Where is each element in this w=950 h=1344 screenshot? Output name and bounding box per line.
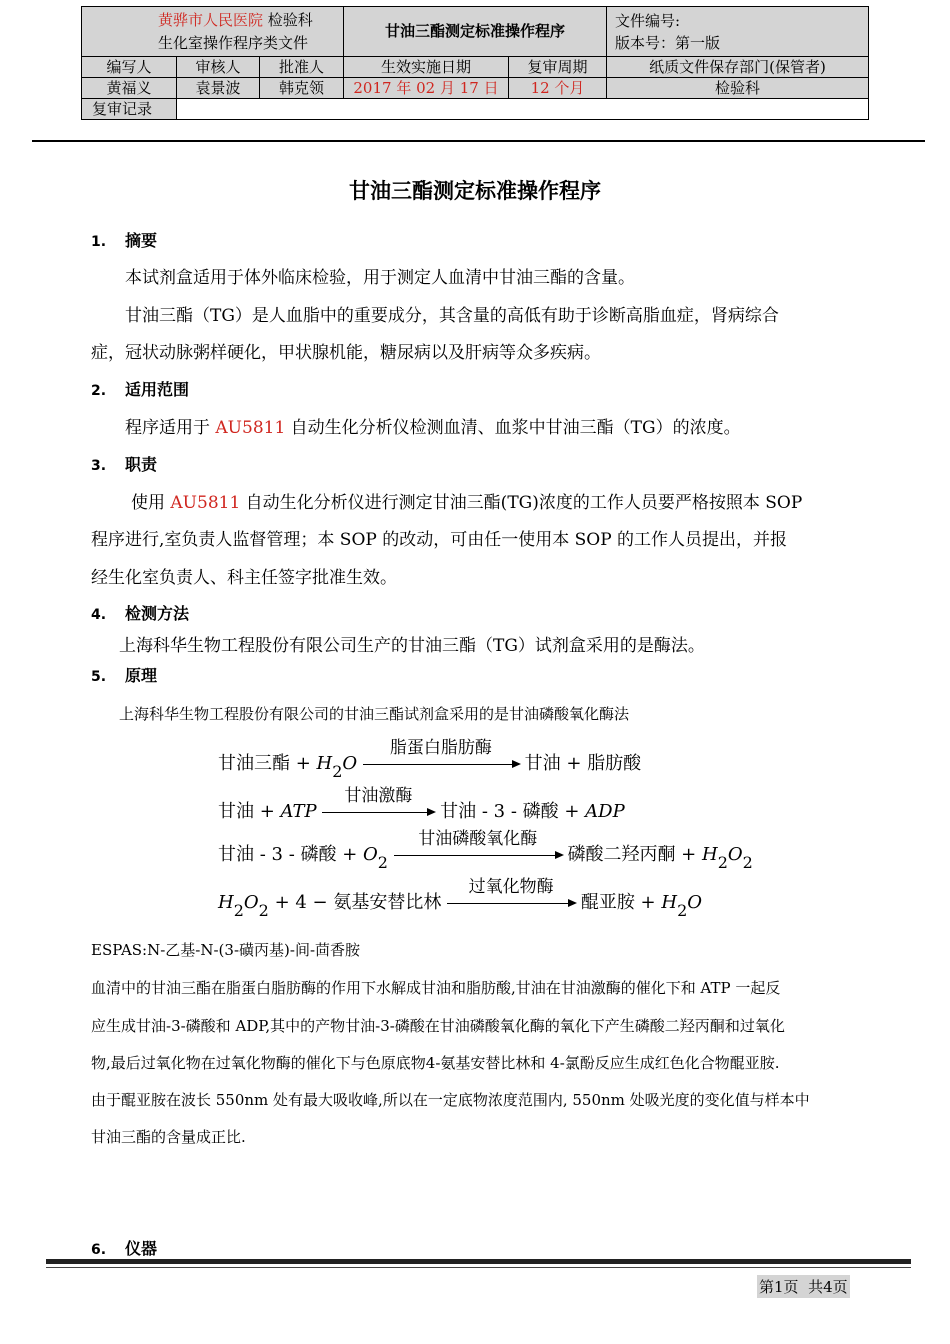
enzyme-label: 过氧化物酶 — [468, 877, 554, 897]
analyzer-model: AU5811 — [170, 493, 241, 513]
col-reviewer: 审核人 — [177, 57, 260, 78]
val-author: 黄福义 — [82, 78, 177, 99]
org-cell — [82, 7, 344, 57]
s2-line-1: 程序适用于 AU5811 自动生化分析仪检测血清、血浆中甘油三酯（TG）的浓度。 — [125, 418, 741, 438]
review-record-value — [177, 99, 869, 120]
col-storage-dept: 纸质文件保存部门(保管者) — [607, 57, 869, 78]
s4-line-1: 上海科华生物工程股份有限公司生产的甘油三酯（TG）试剂盒采用的是酶法。 — [119, 636, 705, 656]
page-number: 第1页 — [759, 1278, 799, 1296]
espas-definition: ESPAS:N-乙基-N-(3-磺丙基)-间-茴香胺 — [91, 941, 361, 959]
principle-line-2: 应生成甘油-3-磷酸和 ADP,其中的产物甘油-3-磷酸在甘油磷酸氧化酶的氧化下产生磷酸二羟丙酮和过氧化 — [91, 1017, 785, 1035]
doc-meta-cell — [607, 7, 869, 57]
s3-line-2: 程序进行,室负责人监督管理；本 SOP 的改动，可由任一使用本 SOP 的工作人员提出，并报 — [91, 530, 788, 550]
analyzer-model: AU5811 — [215, 418, 286, 438]
document-header-table — [81, 6, 869, 120]
page-total: 共4页 — [808, 1278, 848, 1296]
principle-line-3: 物,最后过氧化物在过氧化物酶的催化下与色原底物4-氨基安替比林和 4-氯酚反应生成红色化合物醌亚胺. — [91, 1054, 780, 1072]
footer-divider-thin — [46, 1267, 911, 1268]
reaction-equation-1: 甘油三酯 + H2O 脂蛋白脂肪酶 甘油 + 脂肪酸 — [218, 749, 641, 777]
document-category: 生化室操作程序类文件 — [158, 33, 309, 52]
hospital-name: 黄骅市人民医院 — [158, 10, 264, 29]
footer-divider — [46, 1259, 911, 1264]
s3-line-1: 使用 AU5811 自动生化分析仪进行测定甘油三酯(TG)浓度的工作人员要严格按照本 SOP — [131, 493, 803, 513]
col-review-cycle: 复审周期 — [509, 57, 607, 78]
val-effective-date: 2017 年 02 月 17 日 — [344, 78, 509, 99]
department-name: 检验科 — [267, 10, 313, 29]
principle-line-1: 血清中的甘油三酯在脂蛋白脂肪酶的作用下水解成甘油和脂肪酸,甘油在甘油激酶的催化下和 ATP 一起反 — [91, 979, 781, 997]
section-heading-1: 1. 摘要 — [91, 231, 158, 250]
val-approver: 韩克领 — [260, 78, 344, 99]
page-title: 甘油三酯测定标准操作程序 — [349, 179, 601, 203]
section-heading-3: 3. 职责 — [91, 455, 158, 474]
col-approver: 批准人 — [260, 57, 344, 78]
val-storage-dept: 检验科 — [607, 78, 869, 99]
s1-line-2: 甘油三酯（TG）是人血脂中的重要成分，其含量的高低有助于诊断高脂血症，肾病综合 — [125, 306, 779, 326]
section-heading-6: 6. 仪器 — [91, 1239, 158, 1258]
reaction-arrow — [322, 786, 434, 822]
enzyme-label: 甘油激酶 — [344, 786, 413, 806]
review-record-label: 复审记录 — [82, 99, 177, 120]
page-indicator — [757, 1275, 850, 1298]
reaction-equation-3: 甘油 - 3 - 磷酸 + O2 甘油磷酸氧化酶 磷酸二羟丙酮 + H2O2 — [218, 840, 753, 868]
reaction-equation-4: H2O2 + 4 − 氨基安替比林 过氧化物酶 醌亚胺 + H2O — [218, 888, 702, 916]
enzyme-label: 甘油磷酸氧化酶 — [418, 829, 538, 849]
version-label: 版本号：第一版 — [615, 33, 721, 52]
reaction-arrow — [363, 738, 519, 774]
section-heading-2: 2. 适用范围 — [91, 380, 190, 399]
section-heading-4: 4. 检测方法 — [91, 604, 190, 623]
s3-line-3: 经生化室负责人、科主任签字批准生效。 — [91, 568, 397, 588]
file-number-label: 文件编号: — [615, 11, 681, 30]
enzyme-label: 脂蛋白脂肪酶 — [389, 738, 492, 758]
principle-line-4: 由于醌亚胺在波长 550nm 处有最大吸收峰,所以在一定底物浓度范围内, 550nm 处吸光度的变化值与样本中 — [91, 1091, 810, 1109]
col-author: 编写人 — [82, 57, 177, 78]
s1-line-3: 症，冠状动脉粥样硬化，甲状腺机能，糖尿病以及肝病等众多疾病。 — [91, 343, 601, 363]
val-reviewer: 袁景波 — [177, 78, 260, 99]
reaction-arrow — [394, 829, 562, 865]
reaction-equation-2: 甘油 + ATP 甘油激酶 甘油 - 3 - 磷酸 + ADP — [218, 797, 625, 825]
header-divider — [32, 140, 925, 142]
reaction-arrow — [447, 877, 575, 913]
s1-line-1: 本试剂盒适用于体外临床检验，用于测定人血清中甘油三酯的含量。 — [125, 268, 635, 288]
section-heading-5: 5. 原理 — [91, 666, 158, 685]
header-doc-title: 甘油三酯测定标准操作程序 — [344, 7, 607, 57]
s5-line-1: 上海科华生物工程股份有限公司的甘油三酯试剂盒采用的是甘油磷酸氧化酶法 — [119, 705, 630, 723]
val-review-cycle: 12 个月 — [509, 78, 607, 99]
col-effective-date: 生效实施日期 — [344, 57, 509, 78]
principle-line-5: 甘油三酯的含量成正比. — [91, 1128, 246, 1146]
